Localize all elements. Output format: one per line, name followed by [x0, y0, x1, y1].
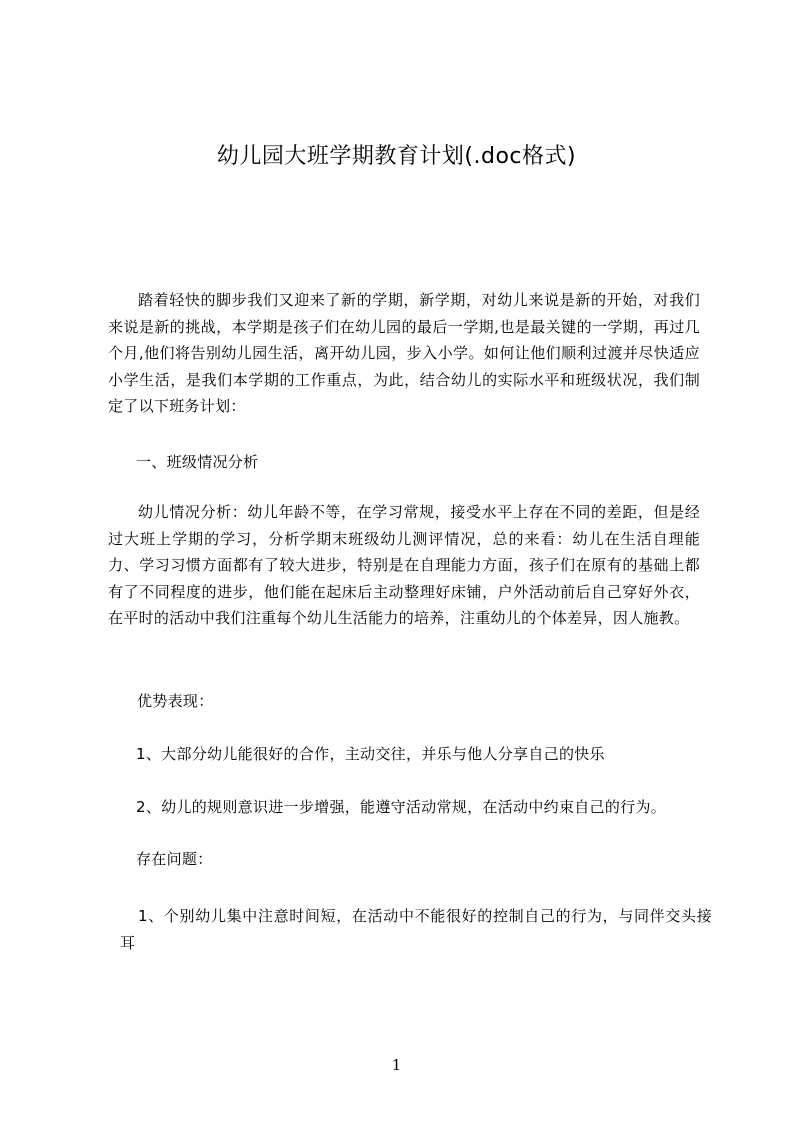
- advantage-item-2: 2、幼儿的规则意识进一步增强，能遵守活动常规，在活动中约束自己的行为。: [136, 798, 667, 816]
- intro-paragraph: 踏着轻快的脚步我们又迎来了新的学期，新学期，对幼儿来说是新的开始，对我们来说是新的挑战，本学期是孩子们在幼儿园的最后一学期,也是最关键的一学期，再过几个月,他们将告别幼儿园生活，离开幼儿园，步入小学。如何让他们顺利过渡并尽快适应小学生活，是我们本学期的工作重点，为此，结合幼儿的实际水平和班级状况，我们制定了以下班务计划：: [108, 291, 700, 415]
- analysis-paragraph: 幼儿情况分析：幼儿年龄不等，在学习常规，接受水平上存在不同的差距，但是经过大班上学期的学习，分析学期末班级幼儿测评情况，总的来看：幼儿在生活自理能力、学习习惯方面都有了较大进步，特别是在自理能力方面，孩子们在原有的基础上都有了不同程度的进步，他们能在起床后主动整理好床铺，户外活动前后自己穿好外衣，在平时的活动中我们注重每个幼儿生活能力的培养，注重幼儿的个体差异，因人施教。: [108, 503, 700, 627]
- page-number: 1: [391, 1056, 402, 1074]
- section-heading-class-analysis: 一、班级情况分析: [136, 453, 259, 471]
- problems-heading: 存在问题：: [136, 850, 213, 868]
- advantage-item-1: 1、大部分幼儿能很好的合作，主动交往，并乐与他人分享自己的快乐: [136, 745, 605, 763]
- problem-item-1: 1、个别幼儿集中注意时间短，在活动中不能很好的控制自己的行为，与同伴交头接耳: [120, 907, 712, 952]
- document-title: 幼儿园大班学期教育计划(.doc格式): [216, 144, 577, 169]
- advantages-heading: 优势表现：: [137, 692, 214, 710]
